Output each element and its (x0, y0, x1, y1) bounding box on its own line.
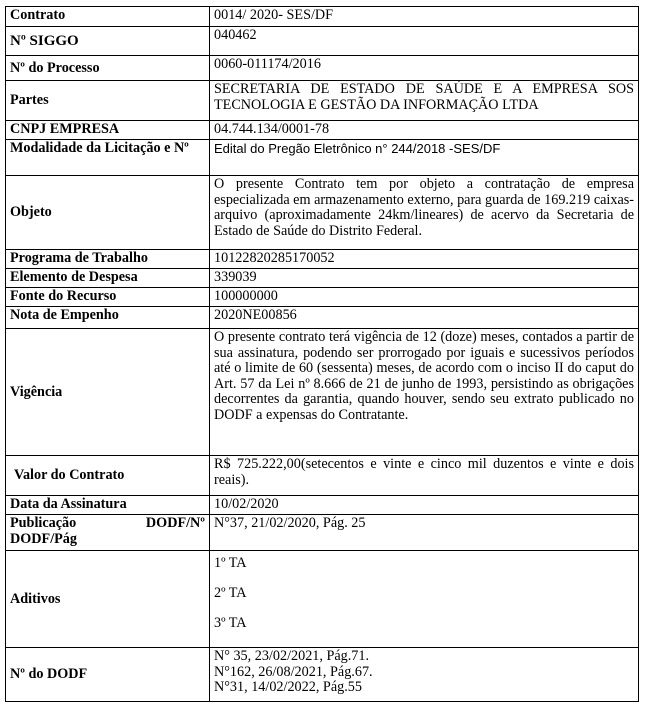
contrato-label: Contrato (6, 7, 210, 27)
contract-summary-table (5, 6, 639, 702)
table-row (6, 496, 639, 515)
vigencia-label: Vigência (6, 329, 210, 456)
table-row (6, 27, 639, 56)
partes-label: Partes (6, 81, 210, 121)
dodf-item: N°162, 26/08/2021, Pág.67. (214, 663, 373, 680)
publicacao-label: Publicação (10, 515, 77, 531)
publicacao-dodf-label: DODF/Nº (145, 515, 205, 531)
siggo-value: 040462 (210, 27, 639, 56)
modalidade-cell (210, 140, 639, 176)
fonte-value: 100000000 (210, 288, 639, 307)
objeto-value: O presente Contrato tem por objeto a contratação de empresa especializada em armazenamento externo, para guarda de 169.219 caixas-arquivo (aproximadamente 24km/lineares) de acervo da Secretaria de Estado de Saúde do Distrito Federal. (210, 176, 639, 250)
aditivo-item: 2º TA (214, 585, 247, 601)
contrato-value: 0014/ 2020- SES/DF (210, 7, 639, 27)
table-row (6, 456, 639, 496)
programa-label: Programa de Trabalho (6, 250, 210, 269)
table-row (6, 515, 639, 551)
empenho-label: Nota de Empenho (6, 307, 210, 329)
dodf-item: N°31, 14/02/2022, Pág.55 (214, 679, 362, 695)
publicacao-value: N°37, 21/02/2020, Pág. 25 (210, 515, 639, 551)
table-row (6, 140, 639, 176)
cnpj-value: 04.744.134/0001-78 (210, 121, 639, 140)
table-row (6, 307, 639, 329)
table-row (6, 269, 639, 288)
valor-value: R$ 725.222,00(setecentos e vinte e cinco mil duzentos e vinte e dois reais). (210, 456, 639, 496)
publicacao-label-cell (6, 515, 210, 551)
table-row (6, 7, 639, 27)
partes-value: SECRETARIA DE ESTADO DE SAÚDE E A EMPRESA SOS TECNOLOGIA E GESTÃO DA INFORMAÇÃO LTDA (210, 81, 639, 121)
elemento-label: Elemento de Despesa (6, 269, 210, 288)
table-row (6, 551, 639, 648)
aditivos-label: Aditivos (6, 551, 210, 648)
table-row (6, 288, 639, 307)
table-row (6, 329, 639, 456)
dodf-list (210, 648, 639, 702)
objeto-label: Objeto (6, 176, 210, 250)
modalidade-value: Edital do Pregão Eletrônico n° 244/2018 -SES/DF (214, 141, 501, 156)
processo-label: Nº do Processo (6, 56, 210, 81)
table-row (6, 121, 639, 140)
valor-label: Valor do Contrato (6, 456, 210, 496)
programa-value: 10122820285170052 (210, 250, 639, 269)
fonte-label: Fonte do Recurso (6, 288, 210, 307)
aditivo-item: 3º TA (214, 615, 247, 631)
dodf-label: Nº do DODF (6, 648, 210, 702)
cnpj-label: CNPJ EMPRESA (6, 121, 210, 140)
table-row (6, 250, 639, 269)
vigencia-value: O presente contrato terá vigência de 12 (doze) meses, contados a partir de sua assinatura, podendo ser prorrogado por iguais e sucessivos períodos até o limite de 60 (sessenta) meses, de acordo com o inciso II do caput do Art. 57 da Lei nº 8.666 de 21 de junho de 1993, persistindo as obrigações decorrentes da garantia, quando houver, sendo seu extrato publicado no DODF a expensas do Contratante. (210, 329, 639, 456)
modalidade-label: Modalidade da Licitação e Nº (6, 140, 210, 176)
table-row (6, 176, 639, 250)
elemento-value: 339039 (210, 269, 639, 288)
aditivos-list (210, 551, 639, 648)
empenho-value: 2020NE00856 (210, 307, 639, 329)
siggo-label: Nº SIGGO (6, 27, 210, 56)
table-row (6, 56, 639, 81)
publicacao-label-line (10, 516, 205, 532)
assinatura-value: 10/02/2020 (210, 496, 639, 515)
processo-value: 0060-011174/2016 (210, 56, 639, 81)
table-row (6, 648, 639, 702)
aditivo-item: 1º TA (214, 555, 247, 571)
table-row (6, 81, 639, 121)
publicacao-pag-label: DODF/Pág (10, 530, 77, 547)
assinatura-label: Data da Assinatura (6, 496, 210, 515)
dodf-item: N° 35, 23/02/2021, Pág.71. (214, 648, 370, 664)
